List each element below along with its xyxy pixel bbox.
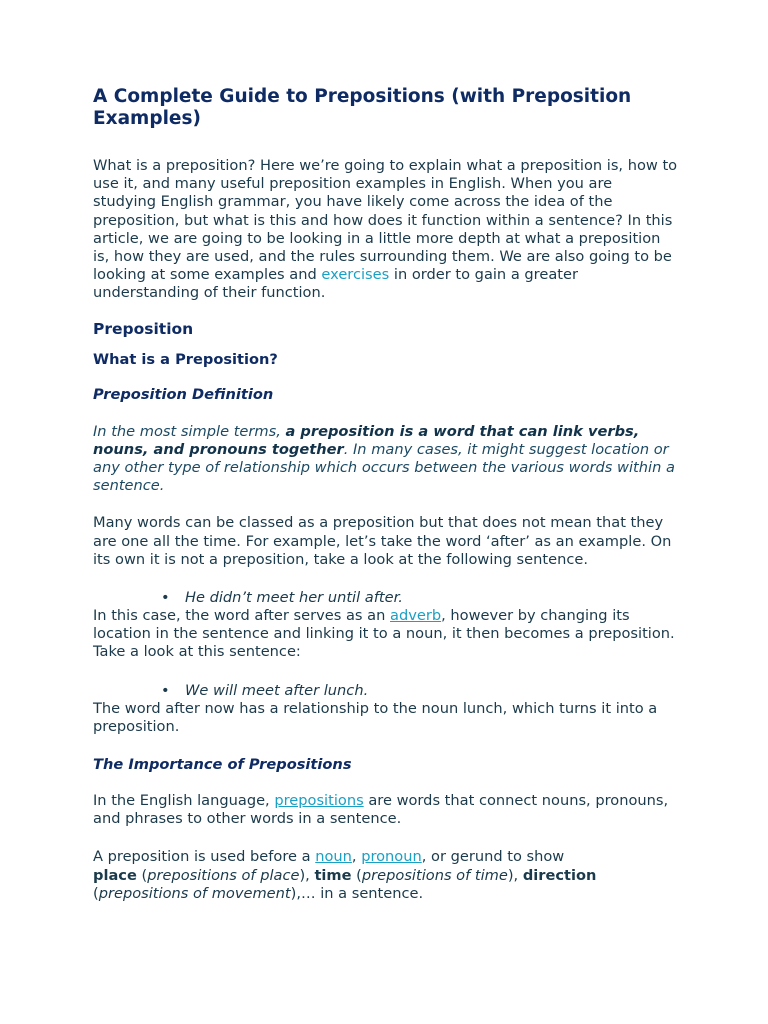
bullet-2-text: We will meet after lunch. — [185, 681, 369, 699]
section-heading-preposition: Preposition — [93, 319, 194, 338]
article-body — [93, 86, 678, 903]
adverb-pre: In this case, the word after serves as an — [93, 607, 391, 625]
english-language-paragraph — [93, 792, 678, 828]
definition-post: . In many cases, it might suggest location or any other type of relationship which occurs between the various words within a sentence. — [93, 440, 675, 495]
many-words-paragraph: Many words can be classed as a preposition but that does not mean that they are one all the time. For example, let’s take the word ‘after’ as an example. On its own it is not a preposition, take a look at the following sentence. — [93, 514, 672, 568]
definition-pre: In the most simple terms, — [93, 422, 286, 440]
used-mid: , or gerund to show — [421, 848, 565, 866]
intro-end-text: in order to gain a greater understanding of their function. — [93, 266, 578, 302]
bullet-1-text: He didn’t meet her until after. — [185, 589, 403, 607]
definition-paragraph — [93, 423, 678, 496]
noun-link[interactable]: noun — [315, 848, 352, 866]
bullet-dot: • — [161, 681, 170, 699]
prepositions-link[interactable]: prepositions — [274, 792, 364, 810]
intro-text: What is a preposition? Here we’re going to explain what a preposition is, how to use it, and many useful preposition examples in English. When you are studying English grammar, you have likely come across the idea of the preposition, but what is this and how does it function within a sentence? In this article, we are going to be looking in a little more depth at what a preposition is, how they are used, and the rules surrounding them. We are also going to be looking at some examples and — [93, 157, 678, 284]
direction-italic: prepositions of movement — [98, 884, 291, 902]
definition-bold: a preposition is a word that can link verbs, nouns, and pronouns together — [93, 422, 640, 458]
subheading-what-is: What is a Preposition? — [93, 350, 278, 368]
time-bold: time — [314, 866, 352, 884]
pronoun-link[interactable]: pronoun — [361, 848, 422, 866]
article-title: A Complete Guide to Prepositions (with Preposition Examples) — [93, 86, 632, 129]
used-end: ),… in a sentence. — [290, 884, 424, 902]
english-post: are words that connect nouns, pronouns, and phrases to other words in a sentence. — [93, 792, 669, 828]
adverb-link[interactable]: adverb — [390, 607, 442, 625]
direction-bold: direction — [522, 866, 597, 884]
intro-paragraph — [93, 157, 678, 303]
time-italic: prepositions of time — [361, 866, 508, 884]
place-bold: place — [93, 866, 137, 884]
used-pre: A preposition is used before a — [93, 848, 316, 866]
example-bullet-1 — [93, 589, 678, 607]
bullet-dot: • — [161, 589, 170, 607]
comma-separator: , — [351, 848, 362, 866]
english-pre: In the English language, — [93, 792, 275, 810]
definition-heading: Preposition Definition — [93, 385, 274, 403]
example-bullet-2 — [93, 682, 678, 700]
exercises-link[interactable]: exercises — [321, 266, 390, 284]
place-italic: prepositions of place — [147, 866, 300, 884]
after-now-paragraph: The word after now has a relationship to the noun lunch, which turns it into a preposition. — [93, 699, 658, 735]
adverb-post: , however by changing its location in the sentence and linking it to a noun, it then becomes a preposition. Take a look at this sentence: — [93, 607, 675, 661]
importance-heading: The Importance of Prepositions — [93, 756, 352, 774]
adverb-paragraph — [93, 607, 678, 662]
preposition-usage-paragraph: A preposition is used before a noun, pronoun, or gerund to show place (prepositions of place), time (prepositions of time), direction (prepositions of movement),… in a sentence. — [93, 848, 597, 902]
